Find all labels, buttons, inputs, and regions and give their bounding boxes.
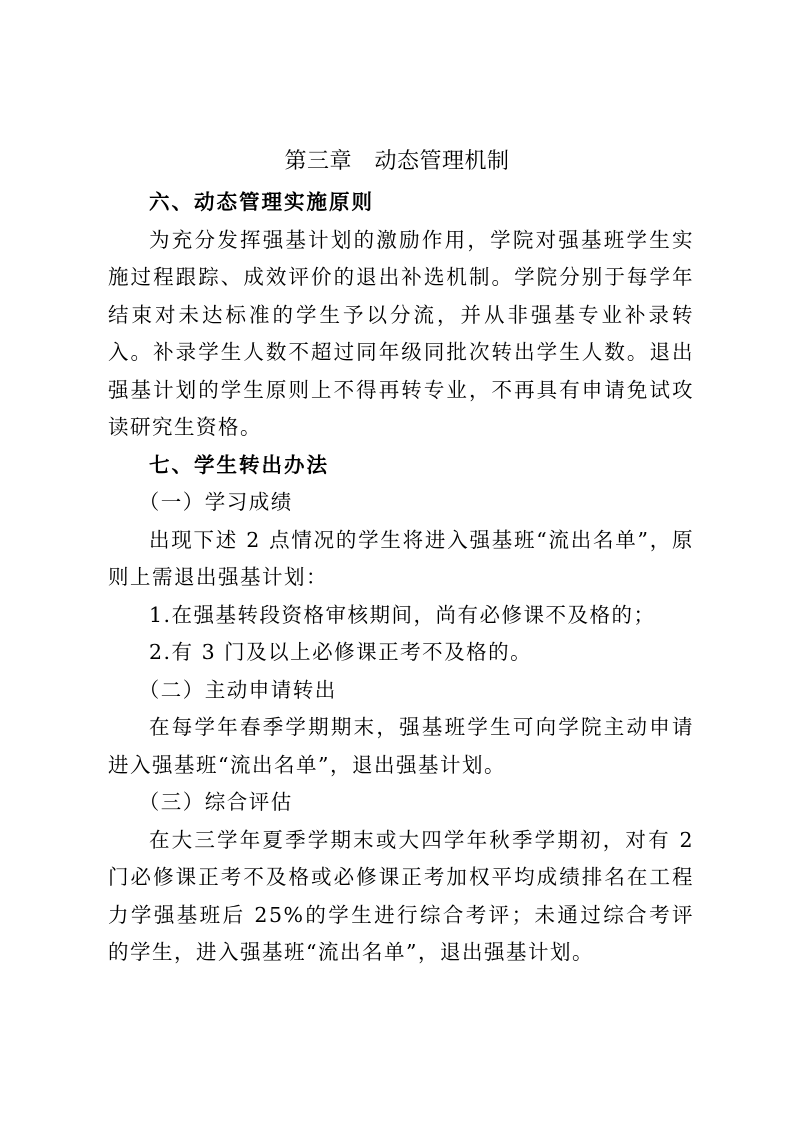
subsection-2-title: （二）主动申请转出 [138, 677, 337, 702]
list-item: 1.在强基转段资格审核期间，尚有必修课不及格的； [149, 602, 656, 627]
subsection-1-title: （一）学习成绩 [138, 490, 293, 514]
subsection-3-title: （三）综合评估 [138, 790, 293, 814]
subsection-3-paragraph: 在大三学年夏季学期末或大四学年秋季学期初，对有 2 门必修课正考不及格或必修课正考加权平均成绩排名在工程力学强基班后 25%的学生进行综合考评；未通过综合考评的学生，进入强基班“流出名单”，退出强基计划。 [108, 827, 694, 964]
section-6-heading: 六、动态管理实施原则 [149, 190, 374, 214]
section-7-heading: 七、学生转出办法 [149, 452, 329, 477]
section-6-paragraph: 为充分发挥强基计划的激励作用，学院对强基班学生实施过程跟踪、成效评价的退出补选机制。学院分别于每学年结束对未达标准的学生予以分流，并从非强基专业补录转入。补录学生人数不超过同年级同批次转出学生人数。退出强基计划的学生原则上不得再转专业，不再具有申请免试攻读研究生资格。 [108, 227, 694, 439]
document-body [108, 184, 694, 972]
subsection-2-paragraph: 在每学年春季学期期末，强基班学生可向学院主动申请进入强基班“流出名单”，退出强基计划。 [108, 715, 694, 777]
chapter-title: 第三章 动态管理机制 [284, 149, 510, 174]
subsection-1-paragraph: 出现下述 2 点情况的学生将进入强基班“流出名单”，原则上需退出强基计划： [108, 527, 694, 589]
list-item: 2.有 3 门及以上必修课正考不及格的。 [149, 640, 533, 664]
